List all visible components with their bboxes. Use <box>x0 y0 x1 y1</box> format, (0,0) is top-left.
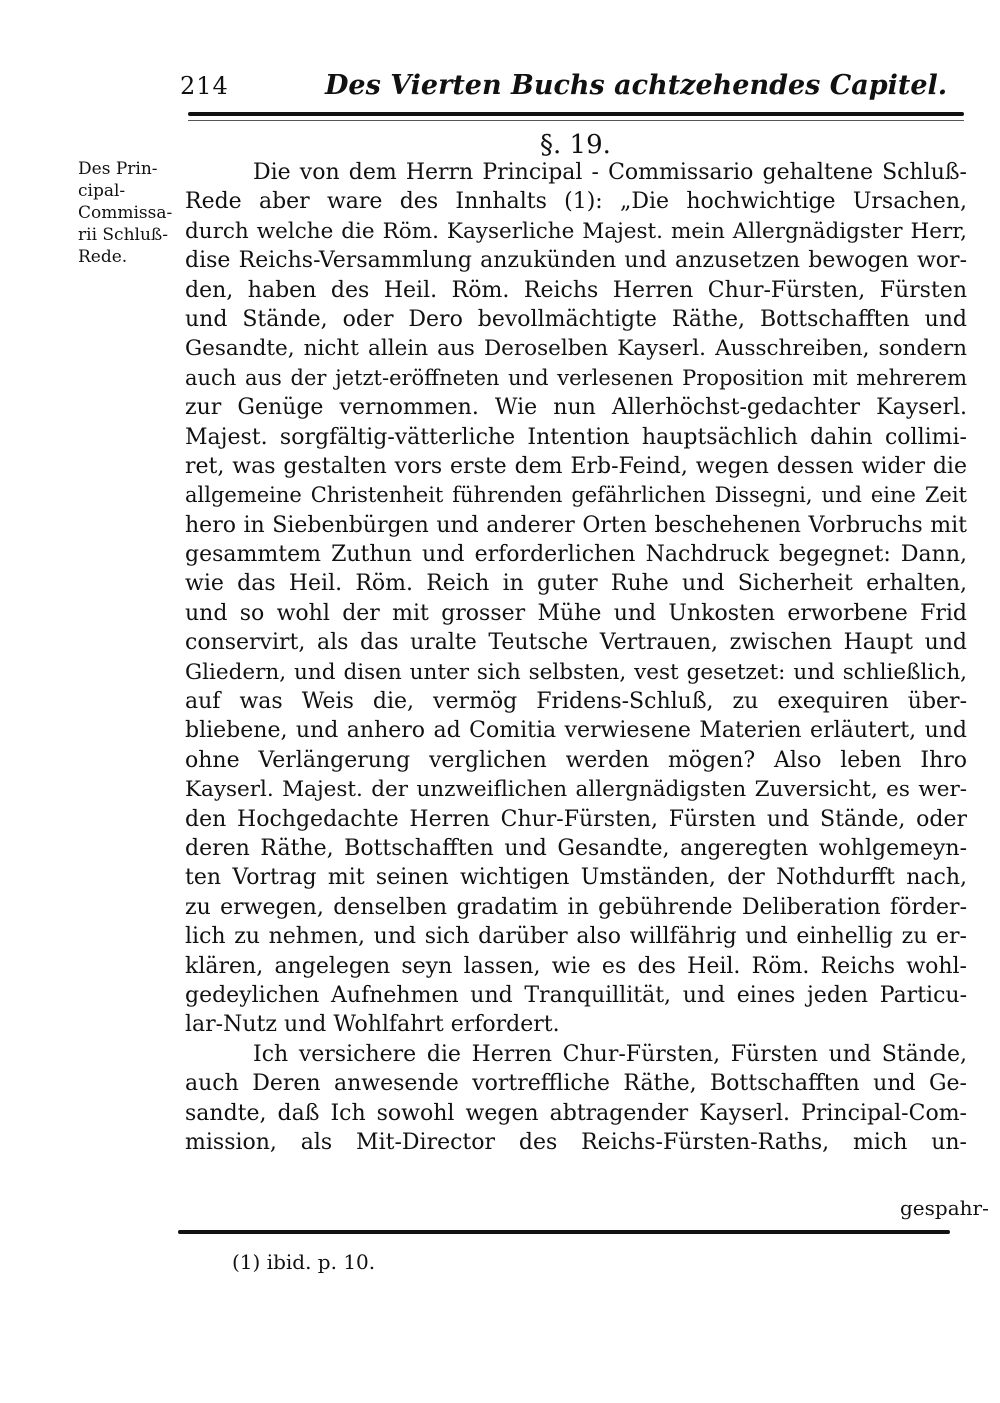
margin-note-line: Commissa- <box>78 203 173 223</box>
body-line: zur Genüge vernommen. Wie nun Allerhöchst-gedachter Kayserl. <box>185 395 967 421</box>
body-line: auf was Weis die, vermög Fridens-Schluß, zu exequiren über- <box>185 689 967 715</box>
body-line: allgemeine Christenheit führenden gefährlichen Dissegni, und eine Zeit <box>185 483 967 508</box>
running-head: Des Vierten Buchs achtzehendes Capitel. <box>325 70 948 101</box>
body-line: ohne Verlängerung verglichen werden mögen? Also leben Ihro <box>185 747 967 773</box>
body-line: conservirt, als das uralte Teutsche Vertrauen, zwischen Haupt und <box>185 630 967 656</box>
body-line: Rede aber ware des Innhalts (1): „Die hochwichtige Ursachen, <box>185 189 967 215</box>
margin-note-line: cipal- <box>78 181 126 201</box>
body-line: ten Vortrag mit seinen wichtigen Umständen, der Nothdurfft nach, <box>185 865 967 891</box>
body-line: gedeylichen Aufnehmen und Tranquillität, und eines jeden Particu- <box>185 982 967 1008</box>
body-line: lich zu nehmen, und sich darüber also willfährig und einhellig zu er- <box>185 924 967 950</box>
body-line: klären, angelegen seyn lassen, wie es des Heil. Röm. Reichs wohl- <box>185 953 967 979</box>
page-header <box>180 68 960 108</box>
footnote: (1) ibid. p. 10. <box>232 1250 376 1274</box>
body-line: und so wohl der mit grosser Mühe und Unkosten erworbene Frid <box>185 600 967 626</box>
body-line: bliebene, und anhero ad Comitia verwiesene Materien erläutert, und <box>185 718 967 744</box>
header-rule-thin <box>188 120 964 121</box>
body-line: hero in Siebenbürgen und anderer Orten beschehenen Vorbruchs mit <box>185 512 967 538</box>
body-line: ret, was gestalten vors erste dem Erb-Feind, wegen dessen wider die <box>185 453 967 479</box>
body-line: durch welche die Röm. Kayserliche Majest. mein Allergnädigster Herr, <box>185 218 967 244</box>
margin-note-line: rii Schluß- <box>78 225 169 245</box>
body-line: sandte, daß Ich sowohl wegen abtragender Kayserl. Principal-Com- <box>185 1100 967 1126</box>
body-line: dise Reichs-Versammlung anzukünden und anzusetzen bewogen wor- <box>185 248 967 274</box>
body-line: lar-Nutz und Wohlfahrt erfordert. <box>185 1012 560 1038</box>
catchword: gespahr- <box>900 1196 989 1220</box>
body-line: Kayserl. Majest. der unzweiflichen allergnädigsten Zuversicht, es wer- <box>185 777 967 803</box>
body-line: und Stände, oder Dero bevollmächtigte Räthe, Bottschafften und <box>185 306 967 332</box>
margin-note-line: Des Prin- <box>78 159 158 179</box>
margin-note-line: Rede. <box>78 247 128 267</box>
body-line: wie das Heil. Röm. Reich in guter Ruhe und Sicherheit erhalten, <box>185 571 967 597</box>
margin-note <box>78 158 178 268</box>
body-line: auch aus der jetzt-eröffneten und verlesenen Proposition mit mehrerem <box>185 365 967 390</box>
header-rule <box>188 112 964 116</box>
footnote-rule <box>178 1230 950 1234</box>
page-number: 214 <box>180 72 229 100</box>
body-line: Gesandte, nicht allein aus Deroselben Kayserl. Ausschreiben, sondern <box>185 336 967 362</box>
body-line: den, haben des Heil. Röm. Reichs Herren Chur-Fürsten, Fürsten <box>185 277 967 303</box>
body-line: Die von dem Herrn Principal - Commissario gehaltene Schluß- <box>253 160 967 185</box>
body-line: Majest. sorgfältig-vätterliche Intention hauptsächlich dahin collimi- <box>185 424 967 450</box>
body-line: auch Deren anwesende vortreffliche Räthe, Bottschafften und Ge- <box>185 1071 967 1097</box>
section-mark: §. 19. <box>540 130 611 160</box>
body-line: Ich versichere die Herren Chur-Fürsten, Fürsten und Stände, <box>253 1041 967 1067</box>
body-line: deren Räthe, Bottschafften und Gesandte, angeregten wohlgemeyn- <box>185 835 967 861</box>
body-text <box>185 158 967 1157</box>
body-line: mission, als Mit-Director des Reichs-Fürsten-Raths, mich un- <box>185 1129 967 1155</box>
body-line: gesammtem Zuthun und erforderlichen Nachdruck begegnet: Dann, <box>185 542 967 568</box>
body-line: den Hochgedachte Herren Chur-Fürsten, Fürsten und Stände, oder <box>185 806 967 832</box>
body-line: Gliedern, und disen unter sich selbsten, vest gesetzet: und schließlich, <box>185 659 967 685</box>
body-line: zu erwegen, denselben gradatim in gebührende Deliberation förder- <box>185 894 967 920</box>
